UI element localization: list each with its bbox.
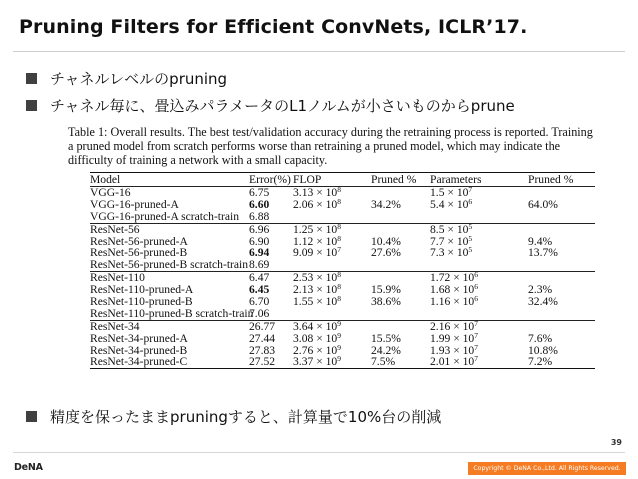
cell-pruned-flop: 24.2% <box>371 343 401 357</box>
params-exponent: 7 <box>474 330 478 340</box>
cell-model: ResNet-56-pruned-B scratch-train <box>90 258 249 272</box>
table-row <box>90 318 595 333</box>
table-row <box>90 196 595 211</box>
cell-flop <box>293 196 341 211</box>
flop-exponent: 8 <box>337 233 341 243</box>
header-parameters: Parameters <box>430 173 482 186</box>
table-row <box>90 211 595 223</box>
header-error: Error(%) <box>249 173 291 186</box>
results-table <box>90 172 595 369</box>
square-bullet-icon <box>26 411 37 422</box>
params-exponent: 6 <box>474 270 478 280</box>
cell-pruned-params: 2.3% <box>528 283 553 297</box>
cell-pruned-params: 13.7% <box>528 246 558 260</box>
params-mantissa: 7.3 × 10 <box>430 246 469 260</box>
flop-exponent: 8 <box>337 221 341 231</box>
params-exponent: 7 <box>468 185 473 194</box>
cell-pruned-flop: 10.4% <box>371 234 401 248</box>
cell-model: ResNet-56 <box>90 222 140 236</box>
params-exponent: 5 <box>468 233 473 243</box>
cell-model: ResNet-56-pruned-B <box>90 246 188 260</box>
footer-divider <box>13 452 625 453</box>
copyright-bar: Copyright © DeNA Co.,Ltd. All Rights Reserved. <box>468 462 626 475</box>
params-mantissa: 1.16 × 10 <box>430 295 475 309</box>
flop-mantissa: 2.06 × 10 <box>293 197 338 211</box>
params-mantissa: 5.4 × 10 <box>430 197 469 211</box>
cell-pruned-params: 9.4% <box>528 234 553 248</box>
cell-pruned-params: 7.6% <box>528 331 553 345</box>
params-mantissa: 1.99 × 10 <box>430 331 475 345</box>
cell-pruned-params: 32.4% <box>528 295 558 309</box>
cell-pruned-flop: 38.6% <box>371 295 401 309</box>
flop-mantissa: 2.53 × 10 <box>293 271 338 285</box>
flop-exponent: 8 <box>337 270 341 280</box>
params-exponent: 6 <box>474 282 478 292</box>
flop-exponent: 9 <box>337 354 341 364</box>
flop-exponent: 9 <box>337 330 341 340</box>
flop-mantissa: 1.55 × 10 <box>293 295 338 309</box>
header-model: Model <box>90 173 121 186</box>
params-mantissa: 1.72 × 10 <box>430 271 475 285</box>
table-header-row <box>90 173 595 186</box>
title-divider <box>13 51 625 52</box>
cell-model: ResNet-56-pruned-A <box>90 234 188 248</box>
flop-mantissa: 3.08 × 10 <box>293 331 338 345</box>
cell-model: VGG-16 <box>90 186 131 199</box>
header-flop: FLOP <box>293 173 322 186</box>
bullet-text: チャネル毎に、畳込みパラメータのL1ノルムが小さいものからprune <box>50 97 515 115</box>
flop-mantissa: 3.64 × 10 <box>293 319 338 333</box>
cell-error: 27.83 <box>249 343 276 357</box>
cell-model: ResNet-34-pruned-B <box>90 343 188 357</box>
flop-exponent: 8 <box>337 282 341 292</box>
params-mantissa: 1.93 × 10 <box>430 343 475 357</box>
flop-mantissa: 3.37 × 10 <box>293 355 338 369</box>
cell-pruned-params: 7.2% <box>528 355 553 369</box>
cell-model: ResNet-110-pruned-B <box>90 295 193 309</box>
flop-mantissa: 2.13 × 10 <box>293 283 338 297</box>
params-exponent: 7 <box>474 318 478 328</box>
table-row <box>90 330 595 345</box>
cell-error: 6.60 <box>249 197 270 211</box>
cell-error: 6.75 <box>249 186 270 199</box>
cell-error: 27.44 <box>249 331 276 345</box>
flop-mantissa: 1.12 × 10 <box>293 234 338 248</box>
cell-pruned-flop: 15.9% <box>371 283 401 297</box>
params-mantissa: 8.5 × 10 <box>430 222 469 236</box>
params-mantissa: 1.68 × 10 <box>430 283 475 297</box>
flop-exponent: 8 <box>337 196 341 206</box>
cell-error: 6.90 <box>249 234 270 248</box>
cell-error: 6.94 <box>249 246 270 260</box>
cell-flop <box>293 247 341 259</box>
cell-pruned-flop: 34.2% <box>371 197 401 211</box>
cell-model: ResNet-110-pruned-A <box>90 283 194 297</box>
square-bullet-icon <box>26 73 37 84</box>
cell-error: 6.88 <box>249 209 270 223</box>
flop-mantissa: 9.09 × 10 <box>293 246 338 260</box>
cell-parameters <box>430 296 478 308</box>
cell-error: 27.52 <box>249 355 276 369</box>
cell-model: ResNet-34 <box>90 319 140 333</box>
bullet-text: 精度を保ったままpruningすると、計算量で10%台の削減 <box>50 408 442 426</box>
params-exponent: 6 <box>468 196 473 206</box>
slide-title: Pruning Filters for Efficient ConvNets, ICLR’17. <box>19 16 528 38</box>
cell-parameters <box>430 247 472 259</box>
cell-error: 7.06 <box>249 306 270 320</box>
cell-model: VGG-16-pruned-A scratch-train <box>90 209 240 223</box>
page-number: 39 <box>610 438 622 447</box>
table-caption: Table 1: Overall results. The best test/validation accuracy during the retraining process is reported. Training a pruned model from scratch performs worse than retraining a pruned model, which may indicate the difficulty of training a network with a small capacity. <box>68 125 593 167</box>
cell-pruned-params: 64.0% <box>528 197 558 211</box>
cell-parameters <box>430 196 473 211</box>
header-pruned-params: Pruned % <box>528 173 574 186</box>
params-mantissa: 2.16 × 10 <box>430 319 475 333</box>
params-exponent: 7 <box>474 354 478 364</box>
cell-error: 6.45 <box>249 283 270 297</box>
table-body <box>90 187 595 369</box>
flop-exponent: 9 <box>337 318 341 328</box>
params-exponent: 5 <box>468 221 473 231</box>
header-pruned-flop: Pruned % <box>371 173 417 186</box>
bullet-item <box>26 406 441 427</box>
company-logo: DeNA <box>14 462 43 473</box>
params-exponent: 6 <box>474 294 478 304</box>
table-row <box>90 356 595 368</box>
cell-model: ResNet-34-pruned-A <box>90 331 188 345</box>
bullet-item <box>26 68 227 89</box>
square-bullet-icon <box>26 100 37 111</box>
flop-exponent: 7 <box>337 245 341 255</box>
table-row <box>90 221 595 236</box>
cell-pruned-flop: 27.6% <box>371 246 401 260</box>
cell-pruned-params: 10.8% <box>528 343 558 357</box>
cell-model: ResNet-110-pruned-B scratch-train <box>90 306 254 320</box>
cell-model: ResNet-34-pruned-C <box>90 355 188 369</box>
params-mantissa: 1.5 × 10 <box>430 186 469 199</box>
cell-error: 6.47 <box>249 271 270 285</box>
cell-pruned-flop: 15.5% <box>371 331 401 345</box>
cell-error: 6.96 <box>249 222 270 236</box>
flop-mantissa: 3.13 × 10 <box>293 186 338 199</box>
cell-flop <box>293 356 341 368</box>
cell-model: VGG-16-pruned-A <box>90 197 179 211</box>
cell-flop <box>293 296 341 308</box>
params-exponent: 5 <box>468 245 473 255</box>
cell-error: 26.77 <box>249 319 276 333</box>
params-mantissa: 2.01 × 10 <box>430 355 475 369</box>
flop-mantissa: 2.76 × 10 <box>293 343 338 357</box>
table-bottom-rule <box>90 368 595 369</box>
table-row <box>90 308 595 320</box>
cell-error: 6.70 <box>249 295 270 309</box>
flop-mantissa: 1.25 × 10 <box>293 222 338 236</box>
cell-pruned-flop: 7.5% <box>371 355 396 369</box>
table-row <box>90 259 595 271</box>
cell-model: ResNet-110 <box>90 271 145 285</box>
params-exponent: 7 <box>474 342 478 352</box>
cell-error: 8.69 <box>249 258 270 272</box>
bullet-item <box>26 95 515 116</box>
bullet-text: チャネルレベルのpruning <box>50 70 228 88</box>
params-mantissa: 7.7 × 10 <box>430 234 469 248</box>
flop-exponent: 8 <box>337 294 341 304</box>
flop-exponent: 9 <box>337 342 341 352</box>
cell-parameters <box>430 356 478 368</box>
flop-exponent: 8 <box>337 185 341 194</box>
